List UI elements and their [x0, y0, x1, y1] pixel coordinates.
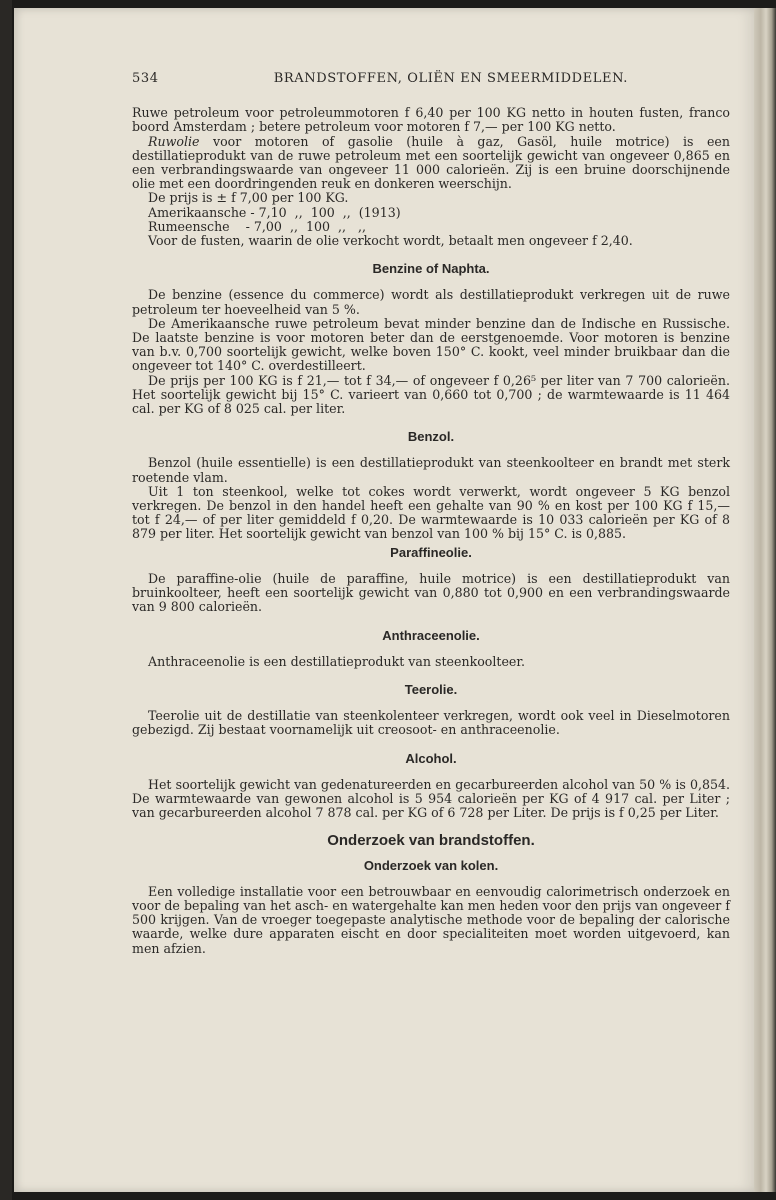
- page-edge: [754, 8, 776, 1192]
- benzol-paragraph: Benzol (huile essentielle) is een destillatieprodukt van steenkoolteer en brandt met sterk roetende vlam.: [132, 455, 730, 485]
- onderzoek-paragraph: Een volledige installatie voor een betrouwbaar en eenvoudig calorimetrisch onderzoek en voor de bepaling van het asch- en watergehalte kan men heden voor den prijs van ongeveer f 500 krijgen. Van de vroeger toegepaste analytische methode voor de bepaling der calorische waarde, welke dure apparaten eischt en door specialiteiten moet worden uitgevoerd, kan men afzien.: [132, 883, 730, 956]
- running-header: [132, 72, 662, 86]
- chapter-heading-onderzoek: Onderzoek van brandstoffen.: [327, 832, 535, 850]
- price-line: Rumeensche - 7,00 ,, 100 ,, ,,: [148, 218, 367, 234]
- page-number: 534: [132, 71, 159, 86]
- section-heading-benzine: Benzine of Naphta.: [372, 261, 490, 277]
- benzine-paragraph: De prijs per 100 KG is f 21,— tot f 34,— of ongeveer f 0,26⁵ per liter van 7 700 calorieën. Het soortelijk gewicht bij 15° C. varieert van 0,660 tot 0,700 ; de warmtewaarde is 11 464 cal. per KG of 8 025 cal. per liter.: [132, 372, 730, 417]
- running-title: BRANDSTOFFEN, OLIËN EN SMEERMIDDELEN.: [273, 71, 628, 86]
- section-heading-benzol: Benzol.: [407, 429, 455, 445]
- paraffineolie-paragraph: De paraffine-olie (huile de paraffine, huile motrice) is een destillatieprodukt van bruinkoolteer, heeft een soortelijk gewicht van 0,880 tot 0,900 en een verbrandingswaarde van 9 800 calorieën.: [132, 570, 730, 615]
- section-heading-paraffineolie: Paraffineolie.: [390, 544, 472, 560]
- alcohol-paragraph: Het soortelijk gewicht van gedenatureerden en gecarbureerden alcohol van 50 % is 0,854. De warmtewaarde van gewonen alcohol is 5 954 calorieën per KG of 4 917 cal. per Liter ; van gecarbureerden alcohol 7 878 cal. per KG of 6 728 per Liter. De prijs is f 0,25 per Liter.: [132, 776, 730, 821]
- benzine-paragraph: De benzine (essence du commerce) wordt als destillatieprodukt verkregen uit de ruwe petroleum ter hoeveelheid van 5 %.: [132, 287, 730, 317]
- benzol-paragraph: Uit 1 ton steenkool, welke tot cokes wordt verwerkt, wordt ongeveer 5 KG benzol verkregen. De benzol in den handel heeft een gehalte van 90 % en kost per 100 KG f 15,— tot f 24,— of per liter gemiddeld f 0,20. De warmtewaarde is 10 033 calorieën per KG of 8 879 per liter. Het soortelijk gewicht van benzol van 100 % bij 15° C. is 0,885.: [132, 483, 730, 542]
- section-heading-kolen: Onderzoek van kolen.: [363, 857, 499, 873]
- fusten-paragraph: Voor de fusten, waarin de olie verkocht wordt, betaalt men ongeveer f 2,40.: [148, 233, 633, 249]
- ruwolie-term: Ruwolie: [148, 133, 200, 149]
- petroleum-paragraph: Ruwe petroleum voor petroleummotoren f 6,40 per 100 KG netto in houten fusten, franco boord Amsterdam ; betere petroleum voor motoren f 7,— per 100 KG netto.: [132, 105, 730, 135]
- benzine-paragraph: De Amerikaansche ruwe petroleum bevat minder benzine dan de Indische en Russische. De laatste benzine is voor motoren beter dan de eerstgenoemde. Voor motoren is benzine van b.v. 0,700 soortelijk gewicht, welke boven 150° C. kookt, veel minder bruikbaar dan die ongeveer tot 140° C. overdestilleert.: [132, 315, 730, 374]
- ruwolie-text: voor motoren of gasolie (huile à gaz, Gasöl, huile motrice) is een destillatieprodukt van de ruwe petroleum met een soortelijk gewicht van ongeveer 0,865 en een verbrandingswaarde van ongeveer 11 000 calorieën. Zij is een bruine doorschijnende olie met een doordringenden reuk en donkeren weerschijn.: [132, 133, 730, 192]
- section-heading-anthraceenolie: Anthraceenolie.: [382, 627, 480, 643]
- page-text: [132, 72, 730, 956]
- anthraceenolie-paragraph: Anthraceenolie is een destillatieprodukt van steenkoolteer.: [148, 653, 525, 669]
- section-heading-teerolie: Teerolie.: [404, 681, 458, 697]
- ruwolie-paragraph: [132, 135, 730, 192]
- teerolie-paragraph: Teerolie uit de destillatie van steenkolenteer verkregen, wordt ook veel in Dieselmotoren gebezigd. Zij bestaat voornamelijk uit creosoot- en anthraceenolie.: [132, 708, 730, 738]
- book-spine: [0, 0, 12, 1200]
- price-line: Amerikaansche - 7,10 ,, 100 ,, (1913): [148, 204, 401, 220]
- price-line: De prijs is ± f 7,00 per 100 KG.: [148, 190, 349, 206]
- section-heading-alcohol: Alcohol.: [405, 750, 457, 766]
